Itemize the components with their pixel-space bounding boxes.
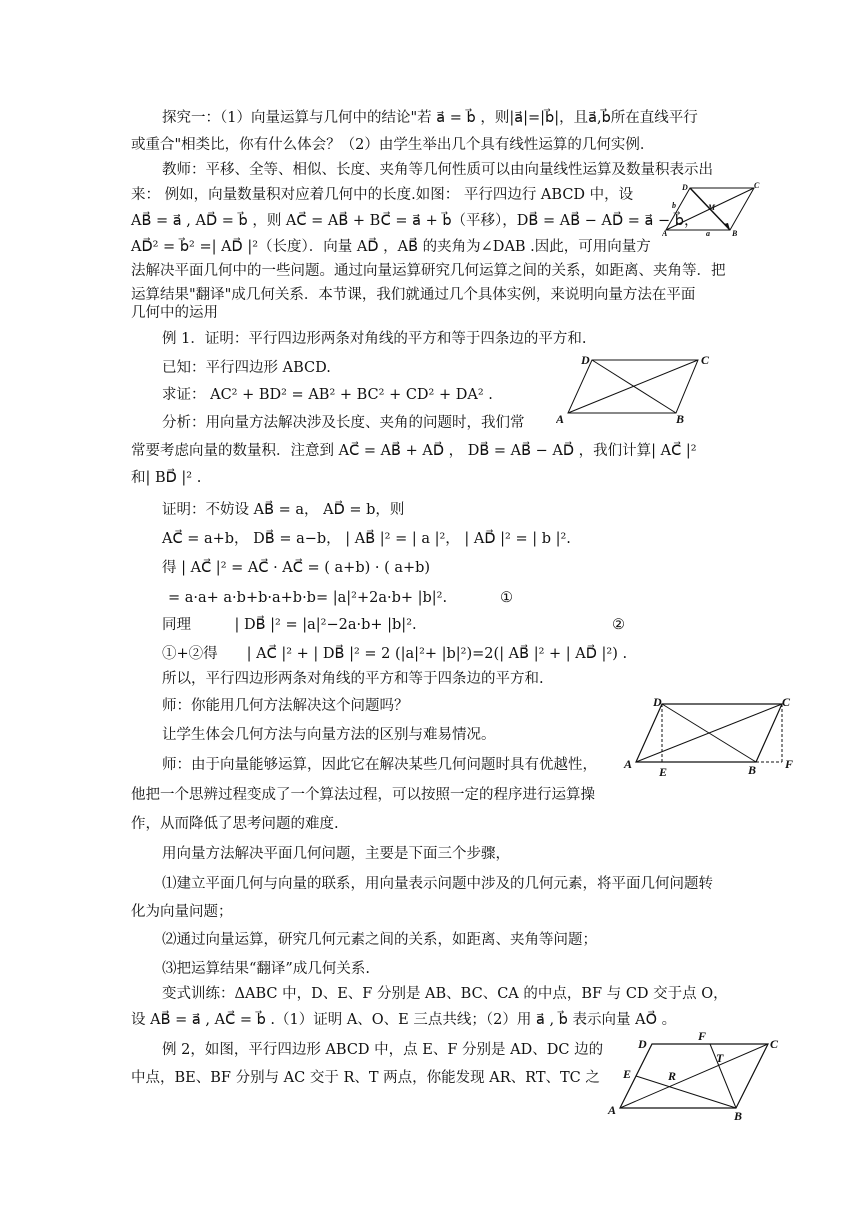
fig1-label-a: A: [662, 229, 668, 236]
fig1-label-c: C: [754, 181, 760, 190]
step-1b: 化为向量问题；: [131, 904, 233, 920]
fig2-label-b: B: [676, 412, 685, 426]
fig4-label-r: R: [668, 1069, 677, 1083]
paragraph-teacher-g: 几何中的运用: [131, 305, 218, 321]
paragraph-teacher-c: AB⃗ = a⃗ , AD⃗ = b⃗ ，则 AC⃗ = AB⃗ + BC⃗ = a⃗ + b⃗（平移），DB⃗ = AB⃗ − AD⃗ = a⃗ − b⃗，: [131, 213, 699, 229]
fig1-label-b: b: [672, 201, 676, 210]
paragraph-teacher-a: 教师：平移、全等、相似、长度、夹角等几何性质可以由向量线性运算及数量积表示出: [162, 162, 713, 178]
proof-conclusion: 所以，平行四边形两条对角线的平方和等于四条边的平方和.: [162, 671, 544, 687]
equation-marker-1: ①: [500, 590, 513, 606]
teacher-note: 让学生体会几何方法与向量方法的区别与难易情况。: [162, 727, 496, 743]
fig1-label-a-vector: a: [706, 229, 710, 236]
fig4-label-c: C: [770, 1037, 779, 1051]
example-1-known: 已知：平行四边形 ABCD.: [162, 360, 331, 376]
fig2-label-d: D: [581, 353, 590, 367]
fig3-label-f: F: [785, 757, 794, 771]
fig3-label-a: A: [624, 757, 633, 771]
fig4-label-a: A: [608, 1103, 617, 1117]
fig2-label-a: A: [556, 412, 565, 426]
paragraph-teacher-e: 法解决平面几何中的一些问题。通过向量运算研究几何运算之间的关系，如距离、夹角等．把: [131, 263, 726, 279]
figure-parallelogram-vectors: [662, 180, 762, 236]
proof-line-4: = a·a+ a·b+b·a+b·b= |a|²+2a·b+ |b|².: [168, 590, 448, 606]
proof-line-5: 同理 | DB⃗ |² = |a|²−2a·b+ |b|².: [162, 617, 417, 633]
fig4-label-t: T: [716, 1051, 724, 1065]
example-2-b: 中点，BE、BF 分别与 AC 交于 R、T 两点，你能发现 AR、RT、TC 之: [131, 1070, 600, 1086]
paragraph-explore-1b: 或重合"相类比，你有什么体会？（2）由学生举出几个具有线性运算的几何实例．: [131, 137, 655, 153]
variant-exercise-1: 变式训练：ΔABC 中，D、E、F 分别是 AB、BC、CA 的中点，BF 与 CD 交于点 O，: [162, 986, 728, 1002]
variant-exercise-2: 设 AB⃗ = a⃗ , AC⃗ = b⃗ .（1）证明 A、O、E 三点共线；（2）用 a⃗ , b⃗ 表示向量 AO⃗ 。: [131, 1012, 677, 1028]
step-3: ⑶把运算结果“翻译”成几何关系.: [162, 961, 370, 977]
fig1-label-b-vertex: B: [732, 229, 738, 236]
paragraph-teacher-d: AD⃗² = b⃗² =| AD⃗ |²（长度）．向量 AD⃗ ，AB⃗ 的夹角为∠DAB .因此，可用向量方: [131, 239, 651, 255]
proof-line-3: 得 | AC⃗ |² = AC⃗ · AC⃗ = ( a+b) · ( a+b): [162, 560, 431, 576]
example-1-analysis-1: 分析：用向量方法解决涉及长度、夹角的问题时，我们常: [162, 415, 525, 431]
step-1a: ⑴建立平面几何与向量的联系，用向量表示问题中涉及的几何元素，将平面几何问题转: [162, 876, 713, 892]
example-1-analysis-3: 和| BD⃗ |² .: [131, 470, 202, 486]
example-2-a: 例 2，如图，平行四边形 ABCD 中，点 E、F 分别是 AD、DC 边的: [162, 1042, 604, 1058]
step-2: ⑵通过向量运算，研究几何元素之间的关系，如距离、夹角等问题；: [162, 932, 597, 948]
example-1-prove: 求证： AC² + BD² = AB² + BC² + CD² + DA² .: [162, 387, 493, 403]
proof-line-6: ①+②得 | AC⃗ |² + | DB⃗ |² = 2 (|a|²+ |b|²)=2(| AB⃗ |² + | AD⃗ |²) .: [162, 646, 628, 662]
figure-parallelogram-midpoints: [606, 1030, 792, 1122]
example-1-analysis-2: 常要考虑向量的数量积．注意到 AC⃗ = AB⃗ + AD⃗ ， DB⃗ = AB⃗ − AD⃗ ，我们计算| AC⃗ |²: [131, 443, 697, 459]
teacher-question: 师：你能用几何方法解决这个问题吗？: [162, 698, 409, 714]
figure-parallelogram-heights: [622, 694, 802, 780]
paragraph-teacher-f: 运算结果"翻译"成几何关系．本节课，我们就通过几个具体实例，来说明向量方法在平面: [131, 287, 696, 303]
paragraph-explore-1a: 探究一：（1）向量运算与几何中的结论"若 a⃗ = b⃗ ，则|a⃗|=|b⃗|，且a⃗,b⃗所在直线平行: [162, 110, 698, 126]
steps-intro: 用向量方法解决平面几何问题，主要是下面三个步骤，: [162, 846, 510, 862]
example-1-title: 例 1．证明：平行四边形两条对角线的平方和等于四条边的平方和.: [162, 331, 587, 347]
proof-line-1: 证明：不妨设 AB⃗ = a， AD⃗ = b，则: [162, 502, 405, 518]
equation-marker-2: ②: [612, 617, 625, 633]
fig3-label-e: E: [659, 765, 668, 779]
fig4-label-b: B: [734, 1109, 743, 1122]
paragraph-teacher-b: 来： 例如，向量数量积对应着几何中的长度.如图： 平行四边行 ABCD 中，设: [131, 187, 634, 203]
fig4-label-f: F: [698, 1030, 707, 1043]
fig3-label-d: D: [653, 695, 662, 709]
fig2-label-c: C: [701, 353, 710, 367]
teacher-comment-b: 他把一个思辨过程变成了一个算法过程，可以按照一定的程序进行运算操: [131, 787, 595, 803]
teacher-comment-c: 作，从而降低了思考问题的难度.: [131, 816, 339, 832]
proof-line-2: AC⃗ = a+b， DB⃗ = a−b， | AB⃗ |² = | a |²， | AD⃗ |² = | b |².: [162, 531, 571, 547]
fig4-label-e: E: [623, 1067, 632, 1081]
fig4-label-d: D: [638, 1037, 647, 1051]
figure-parallelogram-abcd: [556, 350, 716, 428]
teacher-comment-a: 师：由于向量能够运算，因此它在解决某些几何问题时具有优越性，: [162, 757, 597, 773]
fig3-label-c: C: [782, 695, 791, 709]
fig3-label-b: B: [748, 763, 757, 777]
fig1-label-m: M: [708, 203, 716, 212]
fig1-label-d: D: [682, 183, 688, 192]
